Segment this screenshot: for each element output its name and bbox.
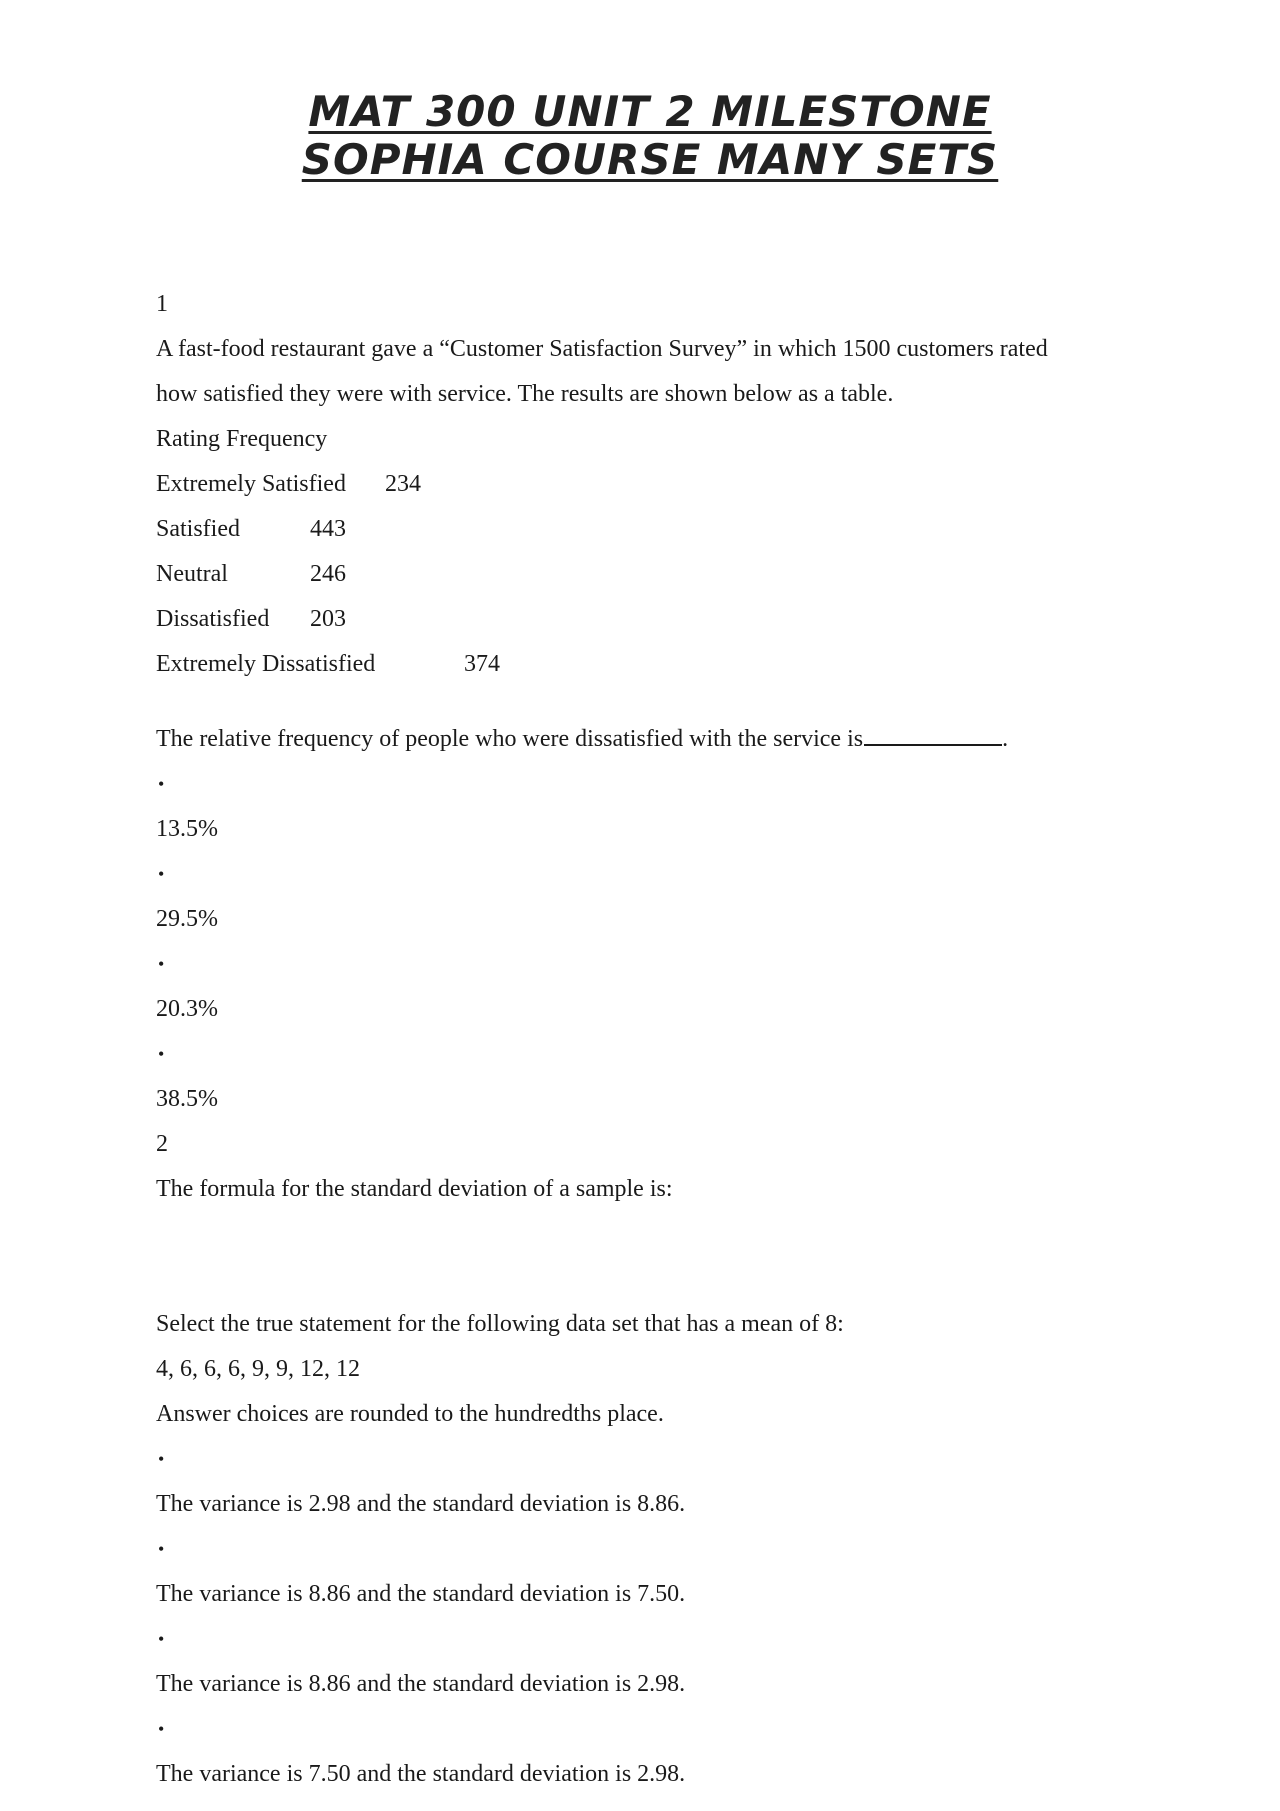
table-frequency: 234 [385,471,421,497]
bullet-icon: • [158,1719,165,1739]
table-rating: Neutral [156,561,228,587]
bullet-icon: • [158,1629,165,1649]
table-frequency: 246 [310,561,346,587]
bullet-icon: • [158,864,165,884]
bullet-icon: • [158,774,165,794]
table-frequency: 443 [310,516,346,542]
bullet-icon: • [158,1044,165,1064]
question-1-text-line-1: A fast-food restaurant gave a “Customer Satisfaction Survey” in which 1500 customers rated [156,336,1048,362]
answer-option[interactable]: The variance is 2.98 and the standard deviation is 8.86. [156,1491,686,1517]
table-row [156,552,1156,597]
question-2-number: 2 [156,1131,168,1157]
table-header: Rating Frequency [156,426,328,452]
answer-option[interactable]: 38.5% [156,1086,218,1112]
title-line-1: MAT 300 UNIT 2 MILESTONE [308,87,992,136]
question-1-prompt-end: . [1002,726,1009,752]
question-1-text-line-2: how satisfied they were with service. The results are shown below as a table. [156,381,894,407]
bullet-icon: • [158,1539,165,1559]
table-row [156,597,1156,642]
data-set: 4, 6, 6, 6, 9, 9, 12, 12 [156,1356,360,1382]
question-1-number: 1 [156,291,168,317]
answer-option[interactable]: 20.3% [156,996,218,1022]
answer-option[interactable]: 13.5% [156,816,218,842]
question-1-prompt [156,717,1156,762]
table-frequency: 203 [310,606,346,632]
question-1-prompt-text: The relative frequency of people who were dissatisfied with the service is [156,726,864,752]
bullet-icon: • [158,1449,165,1469]
document-body [156,282,1156,1797]
table-rating: Extremely Dissatisfied [156,651,376,677]
table-row [156,462,1156,507]
answer-option[interactable]: The variance is 7.50 and the standard deviation is 2.98. [156,1761,686,1787]
table-rating: Dissatisfied [156,606,270,632]
question-2-text: The formula for the standard deviation of a sample is: [156,1176,673,1202]
answer-option[interactable]: The variance is 8.86 and the standard deviation is 7.50. [156,1581,686,1607]
document-title [0,88,1280,184]
formula-space [156,1212,1156,1302]
table-rating: Extremely Satisfied [156,471,346,497]
table-row [156,507,1156,552]
answer-blank [864,722,1002,746]
rounding-note: Answer choices are rounded to the hundredths place. [156,1401,664,1427]
table-row [156,642,1156,687]
table-rating: Satisfied [156,516,240,542]
answer-option[interactable]: The variance is 8.86 and the standard deviation is 2.98. [156,1671,686,1697]
question-2-prompt: Select the true statement for the following data set that has a mean of 8: [156,1311,844,1337]
answer-option[interactable]: 29.5% [156,906,218,932]
table-frequency: 374 [464,651,500,677]
title-line-2: SOPHIA COURSE MANY SETS [301,135,999,184]
bullet-icon: • [158,954,165,974]
